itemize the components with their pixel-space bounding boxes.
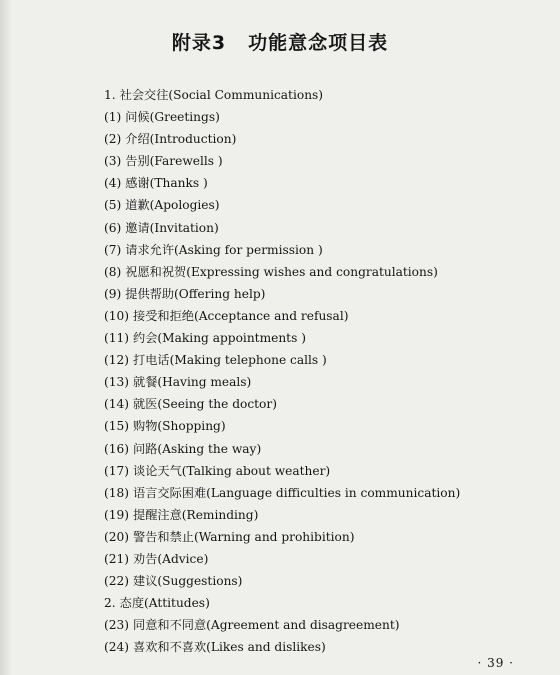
- item-english: (Reminding): [181, 507, 259, 522]
- item-chinese: 祝愿和祝贺: [125, 264, 187, 279]
- item-english: (Shopping): [157, 419, 226, 434]
- item-number: (8): [104, 264, 122, 279]
- item-english: (Talking about weather): [181, 463, 331, 478]
- item-chinese: 警告和禁止: [133, 529, 194, 544]
- item-english: (Thanks ): [149, 176, 208, 191]
- title-prefix: 附录3: [171, 32, 227, 54]
- list-item: [104, 548, 544, 570]
- item-number: (24): [104, 640, 130, 655]
- item-chinese: 同意和不同意: [133, 618, 207, 633]
- list-item: [104, 349, 544, 371]
- list-item: [104, 283, 544, 305]
- item-english: (Apologies): [149, 198, 220, 213]
- list-item: [104, 371, 544, 393]
- item-chinese: 建议: [133, 574, 158, 589]
- item-english: (Social Communications): [168, 88, 324, 102]
- list-item: [104, 570, 544, 592]
- item-number: (5): [104, 198, 122, 213]
- list-item: [104, 150, 544, 172]
- item-number: 2.: [104, 596, 116, 611]
- function-notion-list: [104, 84, 544, 658]
- item-number: (13): [104, 375, 130, 390]
- item-chinese: 告别: [125, 154, 150, 169]
- item-chinese: 邀请: [125, 220, 150, 235]
- page-number: · 39 ·: [477, 656, 514, 670]
- item-number: (15): [104, 419, 130, 434]
- list-item: [104, 327, 544, 349]
- item-number: (9): [104, 286, 122, 301]
- item-english: (Language difficulties in communication): [206, 485, 461, 500]
- item-english: (Asking for permission ): [174, 242, 323, 257]
- item-english: (Likes and dislikes): [206, 640, 326, 655]
- item-chinese: 购物: [133, 419, 158, 434]
- list-item: [104, 526, 544, 548]
- item-chinese: 问候: [125, 110, 150, 125]
- list-item: [104, 415, 544, 437]
- item-english: (Agreement and disagreement): [206, 618, 400, 633]
- item-chinese: 感谢: [125, 176, 150, 191]
- list-item: [104, 194, 544, 216]
- item-english: (Making appointments ): [157, 331, 306, 346]
- list-item: [104, 614, 544, 636]
- list-item: [104, 482, 544, 504]
- list-item: [104, 305, 544, 327]
- list-item: [104, 393, 544, 415]
- item-number: (23): [104, 618, 130, 633]
- item-chinese: 谈论天气: [133, 463, 182, 478]
- item-chinese: 就医: [133, 397, 158, 412]
- item-english: (Advice): [157, 551, 209, 566]
- item-chinese: 劝告: [133, 551, 158, 566]
- item-chinese: 接受和拒绝: [133, 308, 194, 323]
- item-chinese: 态度: [119, 596, 145, 611]
- item-number: (7): [104, 242, 122, 257]
- item-chinese: 社会交往: [119, 88, 169, 102]
- list-item: [104, 106, 544, 128]
- item-chinese: 提供帮助: [125, 286, 175, 301]
- item-number: (19): [104, 507, 130, 522]
- page-title: [0, 28, 560, 55]
- item-english: (Making telephone calls ): [169, 353, 327, 368]
- item-english: (Asking the way): [157, 441, 262, 456]
- item-number: (12): [104, 353, 130, 368]
- item-number: (14): [104, 397, 130, 412]
- list-item: [104, 504, 544, 526]
- list-item: [104, 239, 544, 261]
- list-item: [104, 217, 544, 239]
- item-number: (1): [104, 110, 122, 125]
- list-item: [104, 172, 544, 194]
- item-number: (17): [104, 463, 130, 478]
- list-item: [104, 128, 544, 150]
- item-number: (2): [104, 132, 122, 147]
- item-chinese: 道歉: [125, 198, 150, 213]
- item-english: (Invitation): [149, 220, 219, 235]
- item-chinese: 语言交际困难: [133, 485, 207, 500]
- item-number: (4): [104, 176, 122, 191]
- item-english: (Having meals): [157, 375, 252, 390]
- item-chinese: 问路: [133, 441, 158, 456]
- item-number: (22): [104, 574, 130, 589]
- item-english: (Warning and prohibition): [193, 529, 355, 544]
- list-item: [104, 592, 544, 614]
- item-number: 1.: [104, 88, 116, 102]
- item-english: (Farewells ): [149, 154, 223, 169]
- item-english: (Expressing wishes and congratulations): [186, 264, 438, 279]
- item-english: (Suggestions): [157, 574, 243, 589]
- list-item: [104, 84, 544, 106]
- item-number: (20): [104, 529, 130, 544]
- list-item: [104, 460, 544, 482]
- item-chinese: 提醒注意: [133, 507, 182, 522]
- item-number: (10): [104, 308, 130, 323]
- item-chinese: 介绍: [125, 132, 150, 147]
- item-number: (11): [104, 331, 130, 346]
- item-chinese: 就餐: [133, 375, 158, 390]
- item-number: (18): [104, 485, 130, 500]
- item-number: (21): [104, 551, 130, 566]
- item-number: (6): [104, 220, 122, 235]
- item-number: (16): [104, 441, 130, 456]
- item-english: (Introduction): [149, 132, 237, 147]
- item-chinese: 喜欢和不喜欢: [133, 640, 207, 655]
- title-text: 功能意念项目表: [248, 32, 389, 54]
- item-chinese: 请求允许: [125, 242, 175, 257]
- item-chinese: 打电话: [133, 353, 170, 368]
- item-english: (Attitudes): [144, 596, 210, 611]
- list-item: [104, 438, 544, 460]
- page-edge-shadow: [0, 0, 12, 675]
- item-english: (Acceptance and refusal): [193, 308, 349, 323]
- list-item: [104, 261, 544, 283]
- item-english: (Seeing the doctor): [157, 397, 277, 412]
- item-english: (Offering help): [174, 286, 266, 301]
- item-chinese: 约会: [133, 331, 158, 346]
- item-english: (Greetings): [149, 110, 220, 125]
- item-number: (3): [104, 154, 122, 169]
